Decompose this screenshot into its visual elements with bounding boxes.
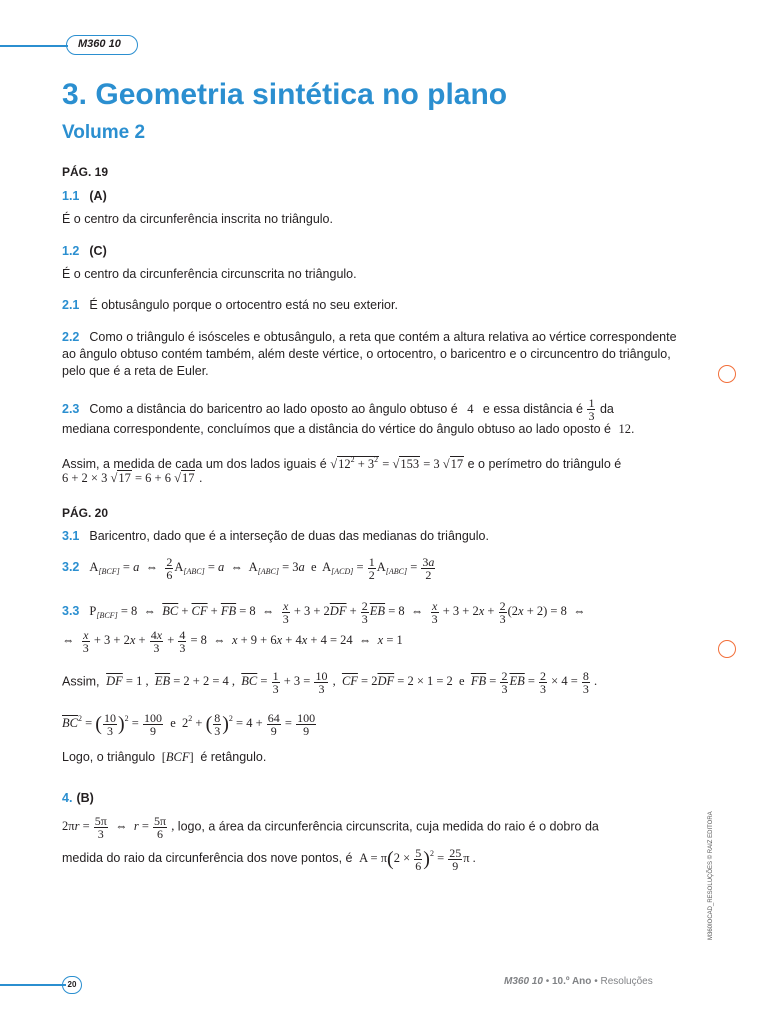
binder-hole-icon	[718, 365, 736, 383]
side-copyright: M360IOCAD_RESOLUÇÕES © RAIZ EDITORA	[708, 811, 714, 940]
item-number: 3.1	[62, 529, 80, 543]
item-number: 1.2	[62, 244, 80, 258]
page-20-label: PÁG. 20	[62, 506, 109, 520]
answer-4-line-1: 2πr = $\frac{5\pi}{3}$ ⇔ r = $\frac{5\pi}{6}$ , logo, a área da circunferência circunscrita, cuja medida do raio é o dobro da	[62, 814, 599, 841]
assim-line: Assim, $\overline{DF} = 1$ , $\overline{EB} = 2 + 2 = 4$ , $\overline{BC}$ = $\frac{1}{3}$ + 3 = $\frac{10}{3}$ , $\overline{CF} = 2\overline{DF} = 2 \times 1 = 2$ e $\overline{FB}$ = $\frac{2}{3}$ $\overline{EB}$ = $\frac{2}{3}$ × 4 = $\frac{8}{3}$ .	[62, 669, 598, 696]
answer-1-2	[62, 243, 680, 260]
binder-hole-icon	[718, 640, 736, 658]
answer-2-3-line-4: 6 + 2 × 3 √17 = 6 + 6 √17 .	[62, 471, 203, 485]
answer-1-2-text: É o centro da circunferência circunscrita no triângulo.	[62, 267, 357, 281]
answer-text: Como o triângulo é isósceles e obtusângulo, a reta que contém a altura relativa ao vértice correspondente ao ângulo obtuso contém também, além deste vértice, o ortocentro, o baricentro e o circuncentro do triângulo, pelo que é a reta de Euler.	[62, 330, 677, 378]
page-title: 3. Geometria sintética no plano	[62, 78, 508, 111]
item-number: 3.2	[62, 560, 80, 575]
solve-equation: ⇔ $\frac{x}{3}$ + 3 + 2x + $\frac{4x}{3}$ + $\frac{4}{3}$ = 8 ⇔ x + 9 + 6x + 4x + 4 = 24 ⇔ x = 1	[62, 628, 403, 655]
answer-choice: (A)	[89, 189, 107, 203]
logo-line: Logo, o triângulo [BCF] é retângulo.	[62, 750, 267, 764]
item-number: 2.3	[62, 401, 80, 416]
answer-3-3-line-2	[62, 629, 680, 654]
area-result: A = π(2 × $\frac{5}{6}$ )$^2$ = $\frac{25}{9}$ π .	[355, 845, 476, 873]
area-expression: $A_{[BCF]} = a$ ⇔ $\frac{2}{6}$ $A_{[ABC]} = a$ ⇔ $A_{[ABC]} = 3a$ e $A_{[ACD]}$ = $\frac{1}{2}$ $A_{[ABC]}$ = $\frac{3a}{2}$	[89, 555, 435, 582]
item-number: 3.3	[62, 604, 80, 619]
answer-3-2	[62, 556, 680, 581]
answer-choice: (B)	[76, 791, 94, 805]
answer-choice: (C)	[89, 244, 107, 258]
footer-text: M360 10 • 10.º Ano • Resoluções	[504, 976, 653, 987]
answer-4-line-2: medida do raio da circunferência dos nove pontos, é A = π(2 × $\frac{5}{6}$ )$^2$ = $\frac{25}{9}$ π .	[62, 845, 476, 873]
answer-4	[62, 790, 680, 807]
item-number: 2.1	[62, 298, 80, 312]
answer-3-3-line-1	[62, 600, 680, 625]
item-number: 1.1	[62, 189, 80, 203]
answer-2-3-line-1: 2.3 Como a distância do baricentro ao lado oposto ao ângulo obtuso é 4 e essa distância é $\frac{1}{3}$ da	[62, 396, 614, 423]
answer-3-1	[62, 528, 680, 545]
item-number: 4.	[62, 791, 73, 805]
answer-text: É obtusângulo porque o ortocentro está no seu exterior.	[89, 298, 398, 312]
sqrt-expression: $√12^2 + 3^2 = √153 = 3$ √17	[330, 455, 464, 471]
answer-text: Baricentro, dado que é a interseção de duas das medianas do triângulo.	[89, 529, 489, 543]
answer-2-3-line-3: Assim, a medida de cada um dos lados iguais é $√12^2 + 3^2 = √153 = 3$ √17 e o perímetro do triângulo é	[62, 455, 622, 471]
answer-2-3-line-2: mediana correspondente, concluímos que a distância do vértice do ângulo obtuso ao lado oposto é 12.	[62, 422, 635, 436]
segment-lengths: $\overline{DF} = 1$ , $\overline{EB} = 2 + 2 = 4$ , $\overline{BC}$ = $\frac{1}{3}$ + 3 = $\frac{10}{3}$ , $\overline{CF} = 2\overline{DF} = 2 \times 1 = 2$ e $\overline{FB}$ = $\frac{2}{3}$ $\overline{EB}$ = $\frac{2}{3}$ × 4 = $\frac{8}{3}$ .	[106, 669, 598, 696]
page-number: 20	[62, 976, 82, 994]
answer-1-1	[62, 188, 680, 205]
item-number: 2.2	[62, 330, 80, 344]
radius-equation: 2πr = $\frac{5\pi}{3}$ ⇔ r = $\frac{5\pi}{6}$ ,	[62, 814, 175, 841]
perimeter-expression: 6 + 2 × 3 √17 = 6 + 6 √17	[62, 471, 195, 485]
header-code-badge: M360 10	[66, 35, 138, 55]
answer-2-2	[62, 329, 680, 380]
page-subtitle: Volume 2	[62, 122, 146, 143]
footer-line	[0, 984, 66, 986]
answer-2-1	[62, 297, 680, 314]
perimeter-equation: $P_{[BCF]} = 8$ ⇔ $\overline{BC} + \overline{CF} + \overline{FB} = 8$ ⇔ $\frac{x}{3}$ + $3 + 2\overline{DF}$ + $\frac{2}{3}$ $\overline{EB} = 8$ ⇔ $\frac{x}{3}$ + 3 + 2x + $\frac{2}{3}$ (2x + 2) = 8 ⇔	[89, 599, 586, 626]
answer-1-1-text: É o centro da circunferência inscrita no triângulo.	[62, 212, 333, 226]
fraction: $\frac{1}{3}$	[588, 396, 595, 423]
pythagoras-check: $\overline{BC}^2$ = ( $\frac{10}{3}$ )$^2$ = $\frac{100}{9}$ e $2^2$ + ( $\frac{8}{3}$ )$^2$ = 4 + $\frac{64}{9}$ = $\frac{100}{9}$	[62, 710, 316, 738]
page-19-label: PÁG. 19	[62, 165, 109, 179]
header-line	[0, 45, 68, 47]
